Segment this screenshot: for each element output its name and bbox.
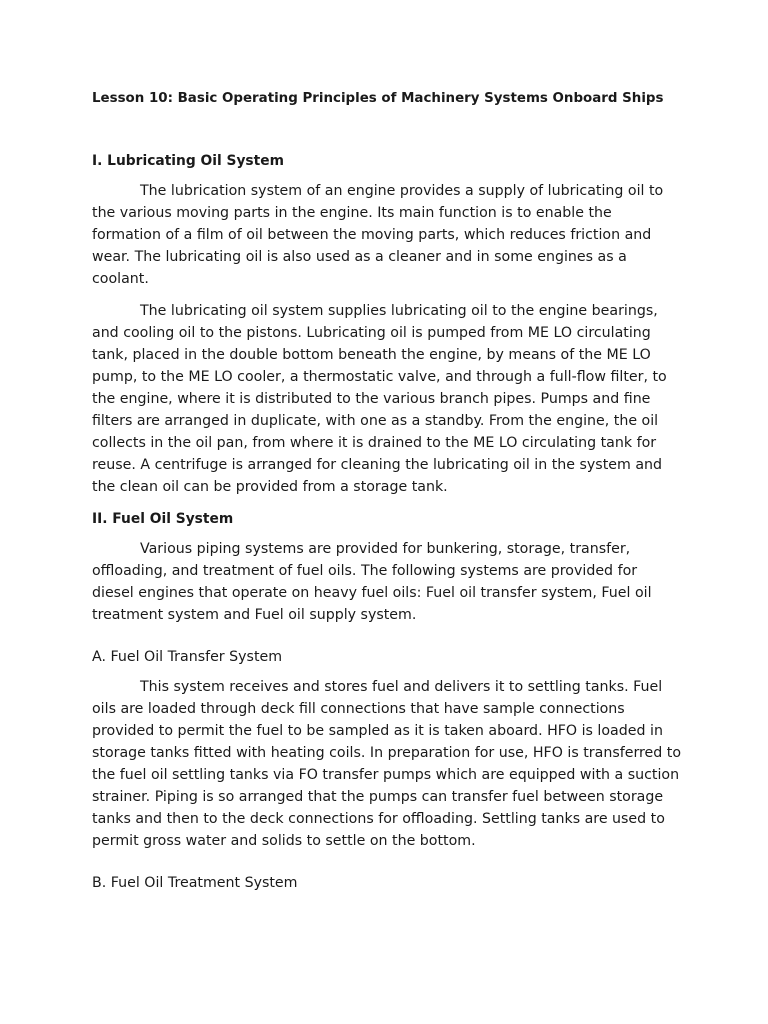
section-heading-lubricating-oil: I. Lubricating Oil System [92,153,284,169]
document-page [92,88,682,902]
document-title: Lesson 10: Basic Operating Principles of Machinery Systems Onboard Ships [92,91,664,106]
subsection-heading-fuel-oil-treatment: B. Fuel Oil Treatment System [92,875,298,891]
paragraph-fuel-oil-transfer: This system receives and stores fuel and delivers it to settling tanks. Fuel oils are loaded through deck fill connections that have sample connections provided to permit the fuel to be sampled as it is taken aboard. HFO is loaded in storage tanks fitted with heating coils. In preparation for use, HFO is transferred to the fuel oil settling tanks via FO transfer pumps which are equipped with a suction strainer. Piping is so arranged that the pumps can transfer fuel between storage tanks and then to the deck connections for offloading. Settling tanks are used to permit gross water and solids to settle on the bottom. [92,679,682,849]
paragraph-lubrication-intro: The lubrication system of an engine provides a supply of lubricating oil to the various moving parts in the engine. Its main function is to enable the formation of a film of oil between the moving parts, which reduces friction and wear. The lubricating oil is also used as a cleaner and in some engines as a coolant. [92,183,664,287]
paragraph-fuel-oil-intro: Various piping systems are provided for bunkering, storage, transfer, offloading, and treatment of fuel oils. The following systems are provided for diesel engines that operate on heavy fuel oils: Fuel oil transfer system, Fuel oil treatment system and Fuel oil supply system. [92,541,652,623]
paragraph-lubrication-system: The lubricating oil system supplies lubricating oil to the engine bearings, and cooling oil to the pistons. Lubricating oil is pumped from ME LO circulating tank, placed in the double bottom beneath the engine, by means of the ME LO pump, to the ME LO cooler, a thermostatic valve, and through a full-flow filter, to the engine, where it is distributed to the various branch pipes. Pumps and fine filters are arranged in duplicate, with one as a standby. From the engine, the oil collects in the oil pan, from where it is drained to the ME LO circulating tank for reuse. A centrifuge is arranged for cleaning the lubricating oil in the system and the clean oil can be provided from a storage tank. [92,303,667,495]
subsection-heading-fuel-oil-transfer: A. Fuel Oil Transfer System [92,649,283,665]
section-heading-fuel-oil: II. Fuel Oil System [92,511,234,527]
